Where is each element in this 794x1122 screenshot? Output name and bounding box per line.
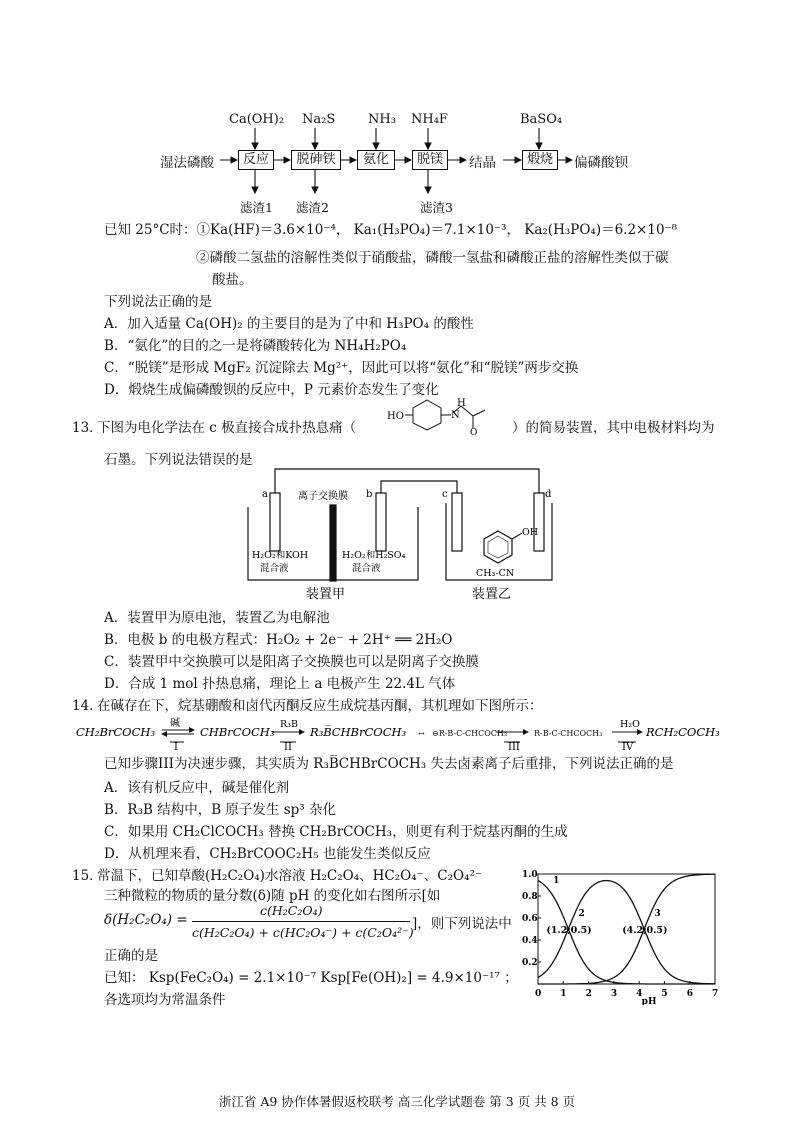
left-solution-2: 混合液 (260, 563, 289, 574)
q13-stem-2: 石墨。下列说法错误的是 (104, 452, 253, 468)
q13-number: 13． (72, 420, 103, 436)
q12-known-2a: ②磷酸二氢盐的溶解性类似于硝酸盐，磷酸一氢盐和磷酸正盐的溶解性类似于碳 (196, 250, 669, 266)
step-reaction: 反应 (238, 150, 274, 170)
annotation-label: (4.2,0.5) (622, 925, 668, 936)
flow-end: 偏磷酸钡 (574, 155, 628, 171)
electrolysis-apparatus (240, 465, 560, 605)
left-solution-1: H₂O₂和KOH (252, 550, 309, 561)
mech-reactant: CH₂BrCOCH₃ (76, 725, 156, 739)
mid-solution-2: 混合液 (352, 563, 381, 574)
q12-option-a: A．加入适量 Ca(OH)₂ 的主要目的是为了中和 H₃PO₄ 的酸性 (104, 316, 474, 332)
y-tick-label: 1.0 (522, 870, 538, 880)
membrane-label: 离子交换膜 (298, 491, 348, 502)
mech-base: 碱 (170, 718, 180, 729)
mech-r3b: R₃B (280, 719, 298, 730)
flow-arrows (0, 0, 794, 220)
svg-text:↔: ↔ (418, 729, 425, 738)
q15-line-6: 各选项均为常温条件 (104, 992, 226, 1008)
electrode-b-label: b (366, 489, 373, 500)
reagent-caoh2: Ca(OH)₂ (229, 112, 285, 127)
y-tick-label: 0.8 (522, 892, 538, 902)
y-tick-label: 0.6 (522, 914, 538, 924)
q12-prompt: 下列说法正确的是 (104, 294, 212, 310)
device-b-label: 装置乙 (472, 587, 512, 602)
delta-ph-chart (520, 860, 725, 1005)
series-label-3: 3 (654, 908, 661, 919)
formula-bar (192, 921, 410, 922)
q14-note: 已知步骤III为决速步骤，其实质为 R₃B̅CHBrCOCH₃ 失去卤素离子后重排，下列说法正确的是 (104, 756, 674, 772)
q14-mechanism (72, 712, 722, 752)
x-tick-label: 4 (636, 989, 643, 999)
q15-line-4: 正确的是 (104, 948, 158, 964)
residue-3: 滤渣3 (420, 200, 453, 215)
x-tick-label: 1 (560, 989, 567, 999)
svg-text:HO: HO (387, 411, 404, 422)
x-tick-label: 0 (535, 989, 542, 999)
electrode-d-label: d (545, 489, 552, 500)
flow-start: 湿法磷酸 (160, 155, 214, 171)
q15-line-5: 已知： Ksp(FeC₂O₄) = 2.1×10⁻⁷ Ksp[Fe(OH)₂] = 4.9×10⁻¹⁷ ； (104, 970, 518, 986)
q13-option-c: C．装置甲中交换膜可以是阳离子交换膜也可以是阴离子交换膜 (104, 654, 479, 670)
step-dearsenic: 脱砷铁 (291, 150, 341, 170)
svg-text:N: N (451, 410, 460, 421)
step-calcine: 煅烧 (522, 150, 558, 170)
formula-numerator: c(H₂C₂O₄) (260, 903, 323, 918)
formula-lhs: δ(H₂C₂O₄) = (104, 912, 188, 928)
q14-option-c: C．如果用 CH₂ClCOCH₃ 替换 CH₂BrCOCH₃，则更有利于烷基丙酮的生成 (104, 824, 568, 840)
paracetamol-structure (375, 398, 510, 436)
q13-stem-1: 下图为电化学法在 c 极直接合成扑热息痛（ (97, 420, 357, 436)
step-demagnesium: 脱镁 (412, 150, 448, 170)
mech-carbanion: CHBrCOCH₃ (200, 725, 275, 739)
mech-product: RCH₂COCH₃ (646, 725, 720, 739)
annotation-label: (1.2,0.5) (546, 925, 592, 936)
q12-option-d: D．煅烧生成偏磷酸钡的反应中，P 元素价态发生了变化 (104, 382, 439, 398)
q14-option-a: A．该有机反应中，碱是催化剂 (104, 780, 290, 796)
q12-option-b: B．“氨化”的目的之一是将磷酸转化为 NH₄H₂PO₄ (104, 338, 407, 354)
x-axis-label: pH (641, 997, 657, 1005)
q14-option-b: B．R₃B 结构中，B 原子发生 sp³ 杂化 (104, 802, 336, 818)
mech-step-1: I (174, 742, 178, 752)
mech-borate: R₃B̅CHBrCOCH₃ (310, 725, 407, 739)
x-tick-label: 7 (712, 989, 719, 999)
electrode-a-label: a (262, 489, 268, 500)
q12-known-2b: 酸盐。 (212, 272, 253, 288)
y-tick-label: 0.2 (522, 958, 538, 968)
x-tick-label: 3 (610, 989, 618, 999)
mech-step-2: II (284, 742, 292, 752)
q15-line-2: 三种微粒的物质的量分数(δ)随 pH 的变化如右图所示[如 (104, 888, 441, 904)
reagent-na2s: Na₂S (302, 112, 336, 127)
mech-water: H₂O (620, 719, 640, 730)
q13-option-a: A．装置甲为原电池，装置乙为电解池 (104, 610, 330, 626)
svg-text:H: H (457, 398, 466, 409)
q15-line-1: 常温下，已知草酸(H₂C₂O₄)水溶液 H₂C₂O₄、HC₂O₄⁻、C₂O₄²⁻ (97, 868, 483, 884)
mech-step-4: IV (622, 742, 634, 752)
residue-2: 滤渣2 (296, 200, 329, 215)
phenol-oh: OH (522, 527, 539, 538)
y-tick-label: 0.4 (522, 936, 538, 946)
series-label-2: 2 (578, 908, 585, 919)
q14-stem: 在碱存在下，烷基硼酸和卤代丙酮反应生成烷基丙酮，其机理如下图所示： (97, 698, 543, 714)
q12-option-c: C．“脱镁”是形成 MgF₂ 沉淀除去 Mg²⁺，因此可以将“氨化”和“脱镁”两步交换 (104, 360, 579, 376)
electrode-c-label: c (442, 489, 448, 500)
q14-option-d: D．从机理来看，CH₂BrCOOC₂H₅ 也能发生类似反应 (104, 846, 431, 862)
reagent-nh4f: NH₄F (411, 112, 448, 127)
q14-number: 14． (72, 698, 103, 714)
step-crystallize: 结晶 (469, 155, 496, 171)
q12-known-1: 已知 25°C时：①Ka(HF)＝3.6×10⁻⁴， Ka₁(H₃PO₄)＝7.1×10⁻³， Ka₂(H₃PO₄)＝6.2×10⁻⁸ (104, 222, 678, 238)
x-tick-label: 5 (661, 989, 668, 999)
mech-step-3: III (508, 742, 520, 752)
x-tick-label: 2 (585, 989, 592, 999)
reagent-nh3: NH₃ (368, 112, 396, 127)
x-tick-label: 6 (686, 989, 693, 999)
q13-option-d: D．合成 1 mol 扑热息痛，理论上 a 电极产生 22.4L 气体 (104, 676, 456, 692)
device-a-label: 装置甲 (306, 587, 346, 602)
svg-text:O: O (470, 428, 478, 436)
formula-tail: ]，则下列说法中 (412, 916, 512, 932)
formula-denominator: c(H₂C₂O₄) + c(HC₂O₄⁻) + c(C₂O₄²⁻) (192, 925, 414, 940)
svg-text:R-B-C-CHCOCH₃: R-B-C-CHCOCH₃ (534, 729, 603, 738)
mid-solution-1: H₂O₂和H₂SO₄ (342, 550, 406, 561)
series-label-1: 1 (553, 875, 560, 886)
acetonitrile-label: CH₃-CN (476, 568, 515, 579)
residue-1: 滤渣1 (240, 200, 273, 215)
q13-option-b: B．电极 b 的电极方程式：H₂O₂ + 2e⁻ + 2H⁺ ══ 2H₂O (104, 632, 453, 648)
q15-number: 15． (72, 868, 103, 884)
reagent-baso4: BaSO₄ (520, 112, 563, 127)
page-footer: 浙江省 A9 协作体暑假返校联考 高三化学试题卷 第 3 页 共 8 页 (218, 1094, 576, 1109)
q13-stem-1b: ）的简易装置，其中电极材料均为 (512, 420, 715, 436)
step-ammoniate: 氨化 (357, 150, 395, 170)
svg-text:⊖R-B-C-CHCOCH₃: ⊖R-B-C-CHCOCH₃ (432, 729, 508, 738)
